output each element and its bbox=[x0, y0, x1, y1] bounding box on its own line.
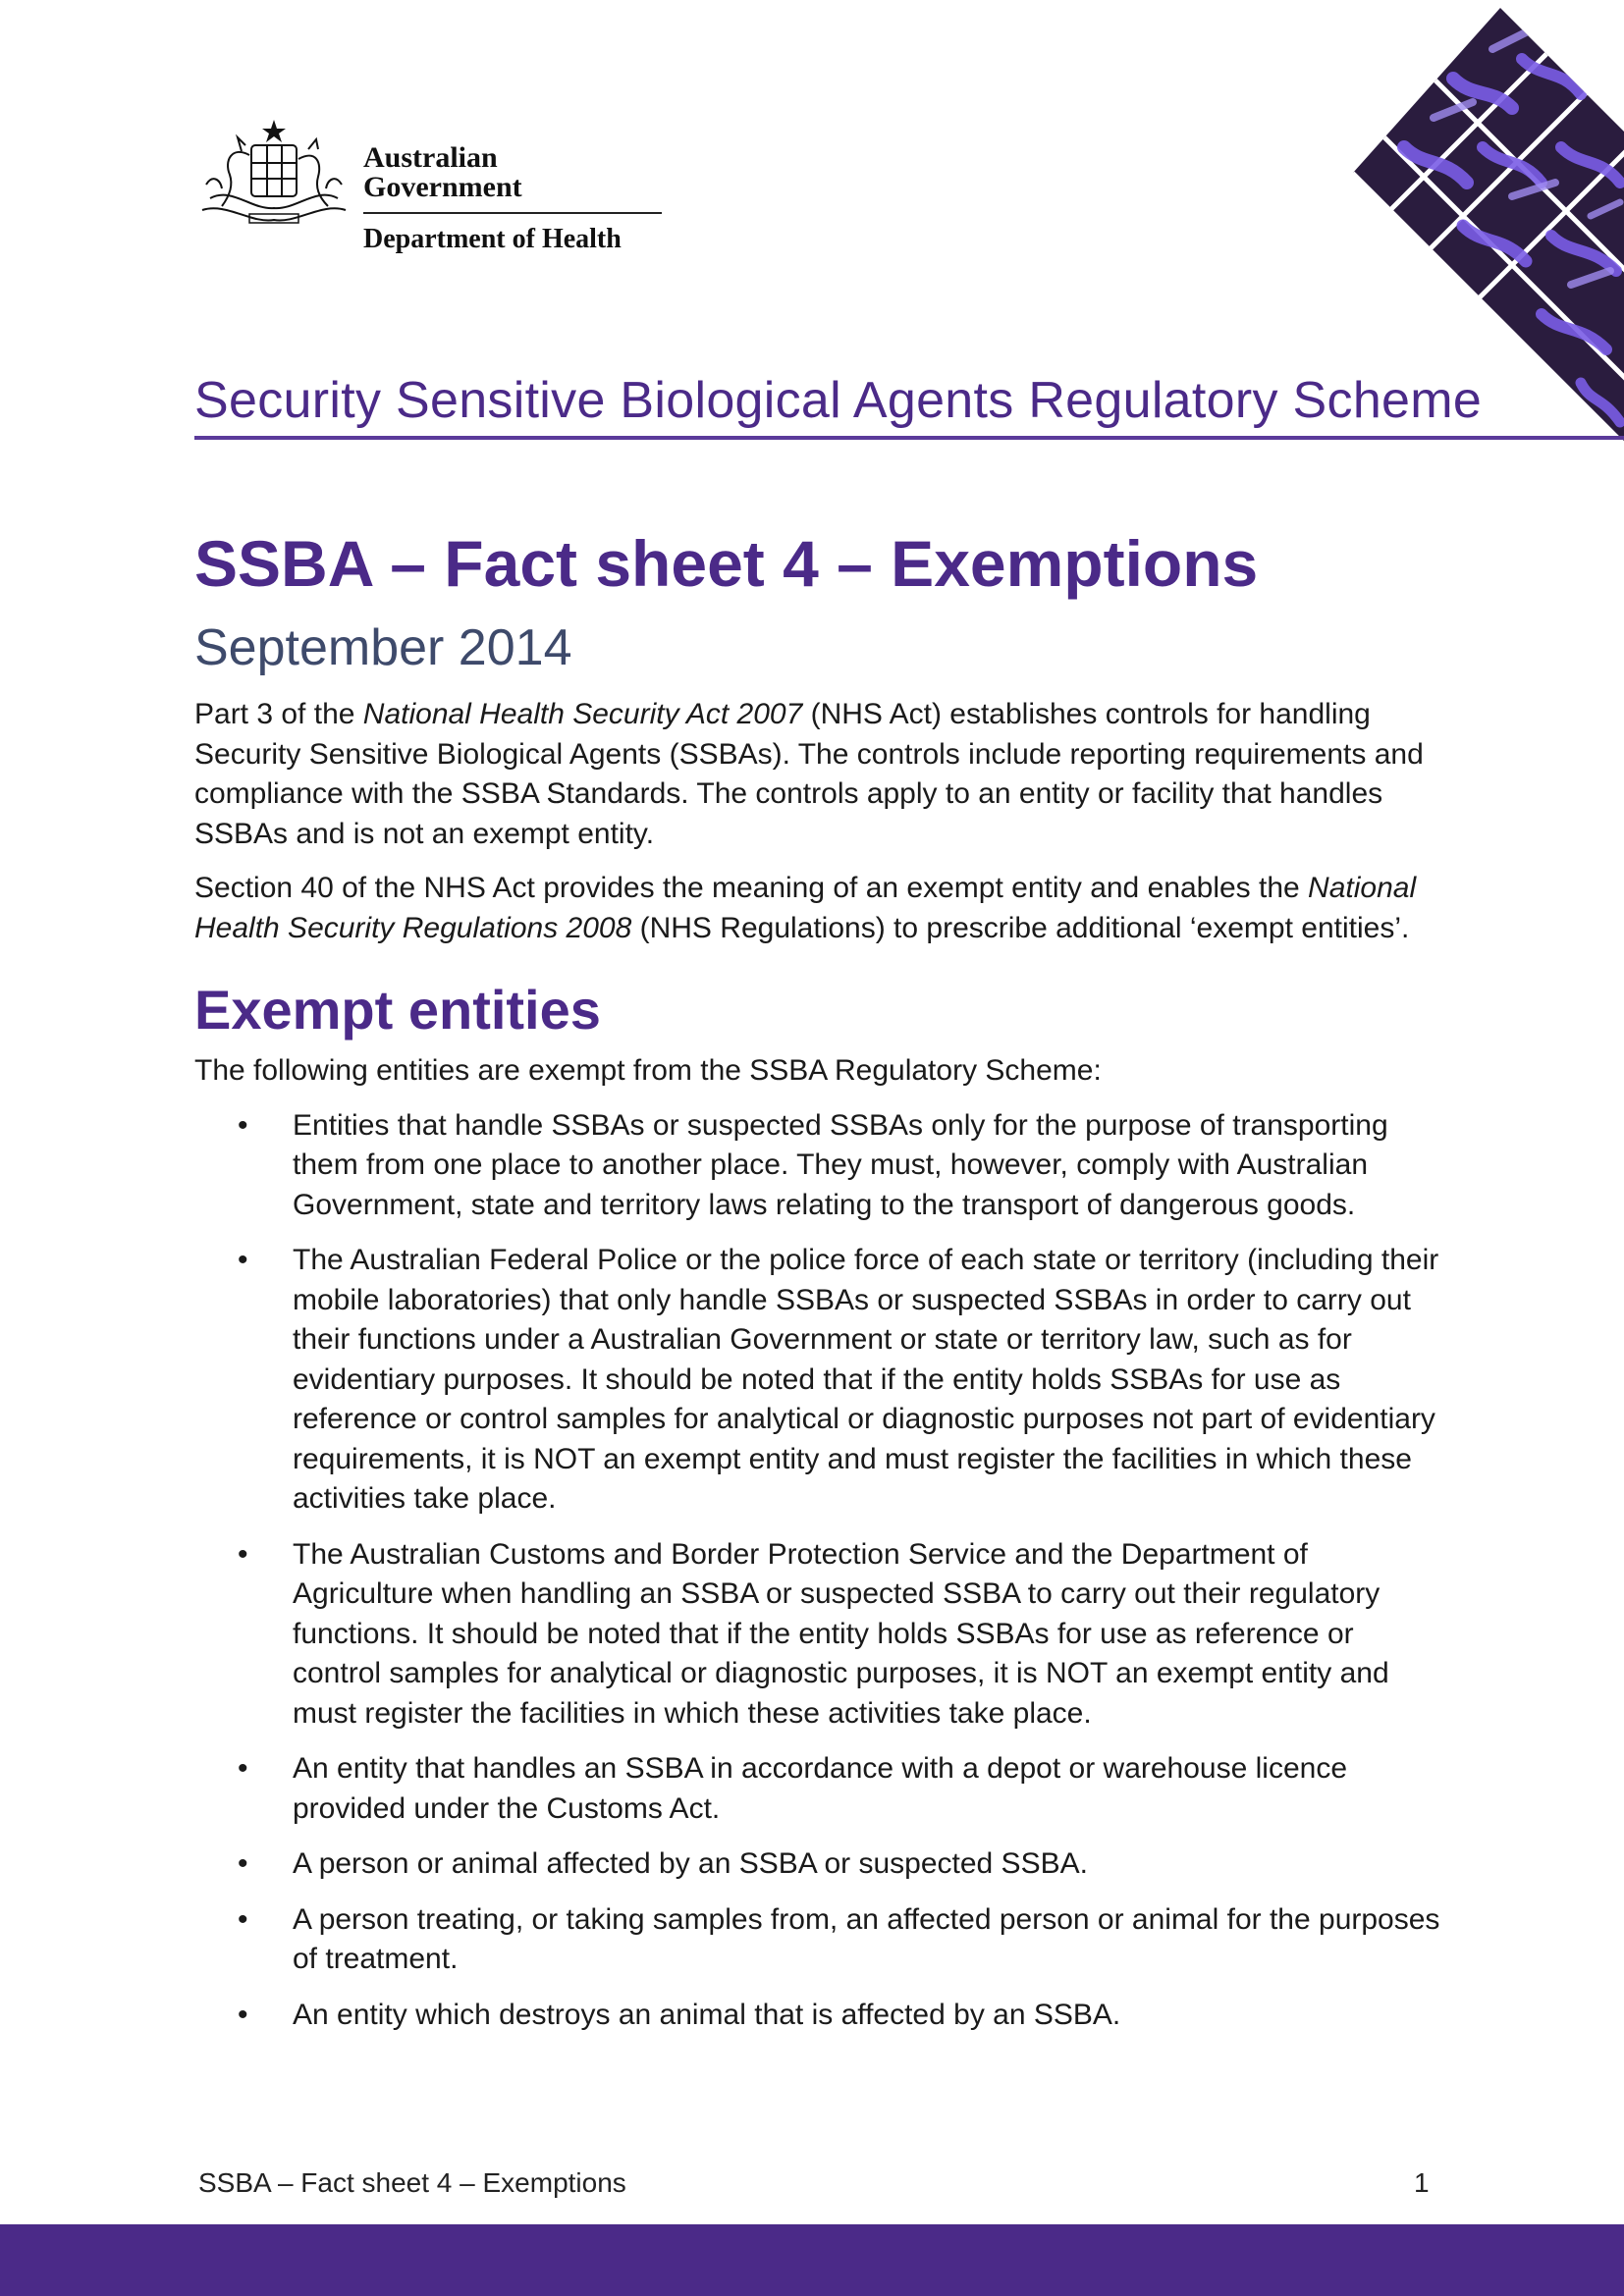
act-name: National Health Security Act 2007 bbox=[362, 698, 803, 730]
bullet-icon: • bbox=[238, 1537, 248, 1571]
intro-text: (NHS Act) establishes controls for handling Security Sensitive Biological Agents (SSBAs). The controls include reporting requirements and compliance with the SSBA Standards. The controls apply to an entity or facility that handles SSBAs and is not an exempt entity. bbox=[194, 698, 1424, 850]
list-item bbox=[194, 1844, 1441, 1885]
document-title: SSBA – Fact sheet 4 – Exemptions bbox=[194, 527, 1259, 600]
page-number: 1 bbox=[1414, 2167, 1430, 2198]
list-item-text: A person treating, or taking samples from, an affected person or animal for the purposes of treatment. bbox=[293, 1902, 1440, 1975]
list-item bbox=[194, 1106, 1441, 1226]
intro-paragraph-1 bbox=[194, 695, 1441, 854]
document-body bbox=[194, 695, 1441, 2051]
document-date: September 2014 bbox=[194, 619, 572, 676]
list-item bbox=[194, 1535, 1441, 1735]
list-item-text: The Australian Customs and Border Protection Service and the Department of Agriculture when handling an SSBA or suspected SSBA to carry out their regulatory functions. It should be noted that if the entity holds SSBAs for use as reference or control samples for analytical or diagnostic purposes, it is NOT an exempt entity and must register the facilities in which these activities take place. bbox=[293, 1537, 1389, 1730]
section-lead: The following entities are exempt from the SSBA Regulatory Scheme: bbox=[194, 1054, 1102, 1087]
list-item-text: An entity that handles an SSBA in accordance with a depot or warehouse licence provided under the Customs Act. bbox=[293, 1752, 1348, 1825]
list-item-text: The Australian Federal Police or the police force of each state or territory (including their mobile laboratories) that only handle SSBAs or suspected SSBAs in order to carry out their functions under a Australian Government or state or territory law, such as for evidentiary purposes. It should be noted that if the entity holds SSBAs for use as reference or control samples for analytical or diagnostic purposes not part of evidentiary requirements, it is NOT an exempt entity and must register the facilities in which these activities take place. bbox=[293, 1244, 1439, 1515]
list-item-text: Entities that handle SSBAs or suspected SSBAs only for the purpose of transporting them from one place to another place. They must, however, comply with Australian Government, state and territory laws relating to the transport of dangerous goods. bbox=[293, 1108, 1388, 1221]
section-heading: Exempt entities bbox=[194, 979, 601, 1041]
bullet-icon: • bbox=[238, 1998, 248, 2031]
intro-paragraph-2 bbox=[194, 869, 1441, 948]
list-item-text: A person or animal affected by an SSBA or suspected SSBA. bbox=[293, 1847, 1088, 1880]
bullet-icon: • bbox=[238, 1902, 248, 1936]
list-item bbox=[194, 1996, 1441, 2036]
list-item bbox=[194, 1749, 1441, 1829]
scheme-title: Security Sensitive Biological Agents Regulatory Scheme bbox=[194, 372, 1483, 429]
bullet-icon: • bbox=[238, 1108, 248, 1142]
intro-text: Part 3 of the bbox=[194, 698, 363, 730]
department-name: Department of Health bbox=[363, 224, 622, 254]
list-item bbox=[194, 1241, 1441, 1520]
header-divider bbox=[194, 436, 1624, 440]
coat-of-arms-icon bbox=[192, 116, 355, 232]
list-item bbox=[194, 1900, 1441, 1980]
intro-text: Section 40 of the NHS Act provides the meaning of an exempt entity and enables the bbox=[194, 872, 1309, 904]
footer-band bbox=[0, 2224, 1624, 2296]
list-item-text: An entity which destroys an animal that is affected by an SSBA. bbox=[293, 1998, 1121, 2031]
government-name: Australian Government bbox=[363, 143, 662, 214]
bullet-icon: • bbox=[238, 1244, 248, 1276]
intro-text: (NHS Regulations) to prescribe additional ‘exempt entities’. bbox=[631, 911, 1410, 944]
regulations-name: National Health Security Regulations 2008 bbox=[194, 872, 1417, 944]
footer-document-label: SSBA – Fact sheet 4 – Exemptions bbox=[198, 2167, 626, 2198]
government-logo-text bbox=[363, 143, 662, 253]
bullet-icon: • bbox=[238, 1847, 248, 1880]
exempt-entities-list bbox=[194, 1106, 1441, 2036]
bullet-icon: • bbox=[238, 1752, 248, 1785]
